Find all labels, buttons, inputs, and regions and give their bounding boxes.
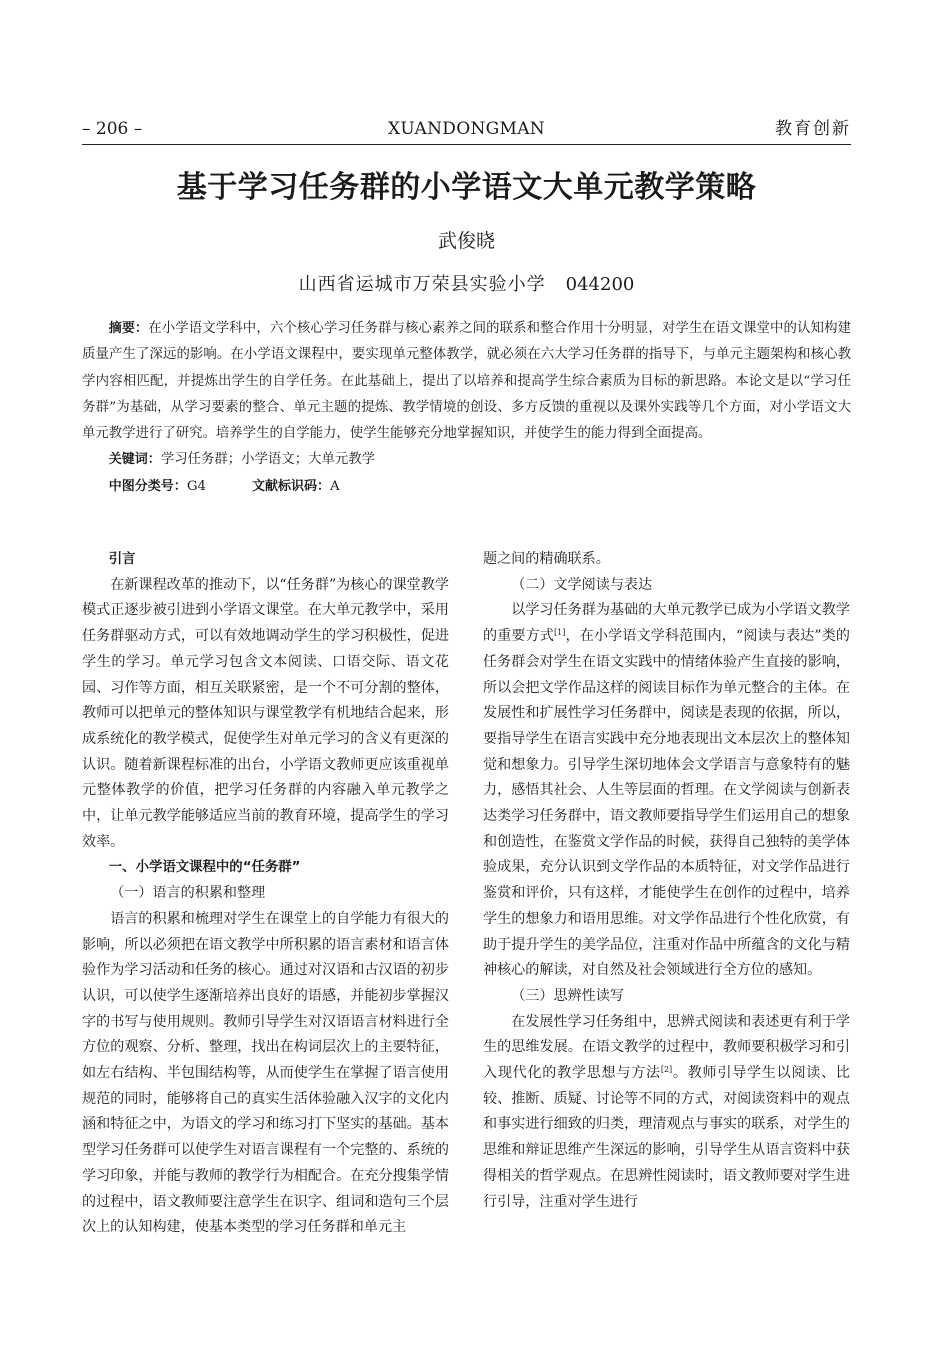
citation-1: [1]: [554, 628, 566, 638]
affiliation-name: 山西省运城市万荣县实验小学: [298, 274, 546, 295]
article-title: 基于学习任务群的小学语文大单元教学策略: [176, 170, 757, 205]
section-name: 教育创新: [775, 119, 851, 139]
subsection-3-text-b: 。教师引导学生以阅读、比较、推断、质疑、讨论等不同的方式，对阅读资料中的观点和事实进行细致的归类，理清观点与事实的联系，对学生的思维和辩证思维产生深远的影响，引导学生从语言资料中获得相关的哲学观点。在思辨性阅读时，语文教师要对学生进行引导，注重对学生进行: [483, 1065, 850, 1210]
intro-paragraph: 在新课程改革的推动下，以“任务群”为核心的课堂教学模式正逐步被引进到小学语文课堂。在大单元教学中，采用任务群驱动方式，可以有效地调动学生的学习积极性，促进学生的学习。单元学习包含文本阅读、口语交际、语文花园、习作等方面，相互关联紧密，是一个不可分割的整体，教师可以把单元的整体知识与课堂教学有机地结合起来，形成系统化的教学模式，促使学生对单元学习的含义有更深的认识。随着新课程标准的出台，小学语文教师更应该重视单元整体教学的价值，把学习任务群的内容融入单元教学之中，让单元教学能够适应当前的教育环境，提高学生的学习效率。: [82, 576, 449, 850]
subsection-3-text-a: 在发展性学习任务组中，思辨式阅读和表述更有利于学生的思维发展。在语文教学的过程中，教师要积极学习和引入现代化的教学思想与方法: [483, 1013, 850, 1082]
abstract-text: 在小学语文学科中，六个核心学习任务群与核心素养之间的联系和整合作用十分明显，对学生在语文课堂中的认知构建质量产生了深远的影响。在小学语文课程中，要实现单元整体教学，就必须在六大学习任务群的指导下，与单元主题架构和核心教学内容相匹配，并提炼出学生的自学任务。在此基础上，提出了以培养和提高学生综合素质为目标的新思路。本论文是以“学习任务群”为基础，从学习要素的整合、单元主题的提炼、教学情境的创设、多方反馈的重视以及课外实践等几个方面，对小学语文大单元教学进行了研究。培养学生的自学能力，使学生能够充分地掌握知识，并使学生的能力得到全面提高。: [82, 321, 851, 442]
left-column: [82, 547, 449, 1241]
subsection-3-paragraph: [483, 1010, 850, 1216]
subsection-2-paragraph: [483, 598, 850, 984]
keywords-text: 学习任务群；小学语文；大单元教学: [160, 452, 376, 468]
right-column: [483, 547, 850, 1215]
journal-name: XUANDONGMAN: [388, 119, 545, 139]
running-header: [82, 114, 851, 145]
page-number: – 206 –: [82, 119, 143, 139]
continued-paragraph: 题之间的精确联系。: [483, 551, 610, 567]
subsection-2-text-b: ，在小学语文学科范围内，“阅读与表达”类的任务群会对学生在语文实践中的情绪体验产生直接的影响，所以会把文学作品这样的阅读目标作为单元整合的主体。在发展性和扩展性学习任务群中，阅读是表现的依据，所以，要指导学生在语言实践中充分地表现出文本层次上的整体知觉和想象力。引导学生深切地体会文学语言与意象特有的魅力，感悟其社会、人生等层面的哲理。在文学阅读与创新表达类学习任务群中，语文教师要指导学生们运用自己的想象和创造性，在鉴赏文学作品的时候，获得自己独特的美学体验成果，充分认识到文学作品的本质特征，对文学作品进行鉴赏和评价，只有这样，才能使学生在创作的过程中，培养学生的想象力和语用思维。对文学作品进行个性化欣赏，有助于提升学生的美学品位，注重对作品中所蕴含的文化与精神核心的解读，对自然及社会领域进行全方位的感知。: [483, 628, 850, 979]
subsection-2-heading: （二）文学阅读与表达: [511, 576, 653, 593]
clc-label: 中图分类号：: [108, 478, 187, 494]
author-affiliation: [82, 270, 851, 300]
keywords-line: [82, 447, 851, 473]
subsection-1-paragraph: 语言的积累和梳理对学生在课堂上的自学能力有很大的影响，所以必须把在语文教学中所积累的语言素材和语言体验作为学习活动和任务的核心。通过对汉语和古汉语的初步认识，可以使学生逐渐培养出良好的语感，并能初步掌握汉字的书写与使用规则。教师引导学生对汉语语言材料进行全方位的观察、分析、整理，找出在构词层次上的主要特征，如左右结构、半包围结构等，从而使学生在掌握了语言使用规范的同时，能够将自己的真实生活体验融入汉字的文化内涵和特征之中，为语文的学习和练习打下坚实的基础。基本型学习任务群可以使学生对语言课程有一个完整的、系统的学习印象，并能与教师的教学行为相配合。在充分搜集学情的过程中，语文教师要注意学生在识字、组词和造句三个层次上的认知构建，使基本类型的学习任务群和单元主: [82, 910, 449, 1236]
citation-2: [2]: [660, 1065, 673, 1075]
abstract-label: 摘要：: [108, 321, 149, 336]
article-author: 武俊晓: [437, 230, 495, 252]
section-1-heading: 一、小学语文课程中的“任务群”: [108, 860, 301, 876]
subsection-1-heading: （一）语言的积累和整理: [110, 885, 266, 902]
postcode: 044200: [565, 274, 635, 295]
classification-line: [82, 474, 851, 500]
abstract-paragraph: [82, 316, 851, 447]
doc-code-value: A: [330, 478, 340, 494]
subsection-2-text-a: 以学习任务群为基础的大单元教学已成为小学语文教学的重要方式: [483, 602, 850, 645]
keywords-label: 关键词：: [108, 452, 161, 468]
intro-heading: 引言: [108, 552, 136, 567]
clc-value: G4: [186, 478, 207, 494]
subsection-3-heading: （三）思辨性读写: [511, 987, 624, 1004]
doc-code-label: 文献标识码：: [252, 478, 331, 494]
abstract-block: [82, 316, 851, 500]
